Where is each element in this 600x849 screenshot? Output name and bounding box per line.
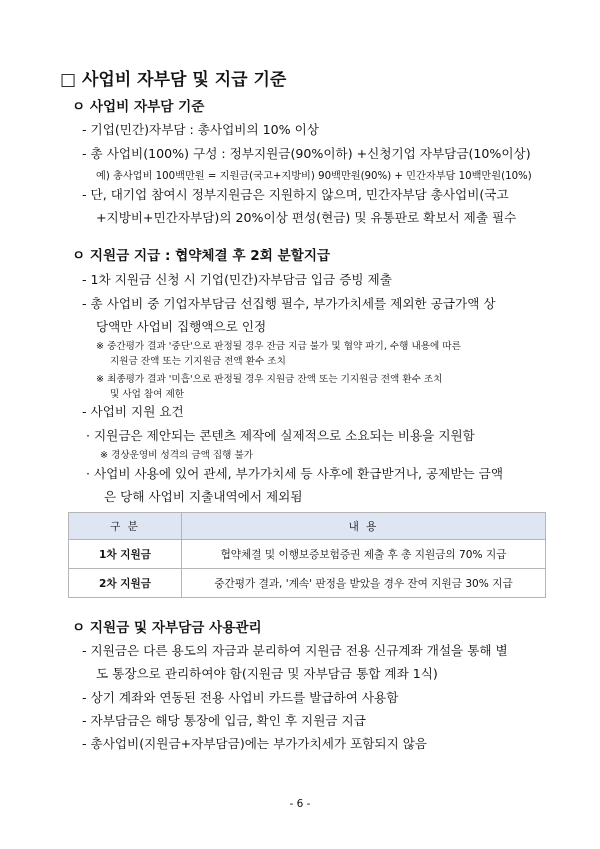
table-cell-content: 협약체결 및 이행보증보험증권 제출 후 총 지원금의 70% 지급 (182, 540, 546, 569)
text-line: - 총 사업비(100%) 구성 : 정부지원금(90%이하) +신청기업 자부담금(10%이상) (82, 146, 531, 161)
text-line: - 자부담금은 해당 통장에 입금, 확인 후 지원금 지급 (82, 713, 366, 728)
page-title: □ 사업비 자부담 및 지급 기준 (60, 70, 287, 90)
table-row (69, 569, 546, 598)
text-line: 도 통장으로 관리하여야 함(지원금 및 자부담금 통합 계좌 1식) (96, 666, 438, 681)
table-cell-label: 1차 지원금 (69, 540, 182, 569)
bullet-line: · 지원금은 제안되는 콘텐츠 제작에 실제적으로 소요되는 비용을 지원함 (86, 428, 475, 443)
table-row (69, 540, 546, 569)
note-line: 및 사업 참여 제한 (110, 389, 185, 400)
text-line: - 기업(민간)자부담 : 총사업비의 10% 이상 (82, 122, 319, 137)
note-line: ※ 중간평가 결과 '중단'으로 판정될 경우 잔금 지급 불가 및 협약 파기, 수행 내용에 따른 (96, 341, 461, 352)
section-heading-usage: ㅇ 지원금 및 자부담금 사용관리 (72, 620, 262, 636)
note-line: 지원금 잔액 또는 기지원금 전액 환수 조치 (110, 356, 286, 367)
text-line: - 총 사업비 중 기업자부담금 선집행 필수, 부가가치세를 제외한 공급가액 상 (82, 296, 496, 311)
page-number: - 6 - (289, 798, 311, 810)
text-line: - 총사업비(지원금+자부담금)에는 부가가치세가 포함되지 않음 (82, 736, 428, 751)
bullet-line: 은 당해 사업비 지출내역에서 제외됨 (104, 489, 303, 504)
table-cell-content: 중간평가 결과, '계속' 판정을 받았을 경우 잔여 지원금 30% 지급 (182, 569, 546, 598)
text-line: - 1차 지원금 신청 시 기업(민간)자부담금 입금 증빙 제출 (82, 272, 392, 287)
text-line: - 지원금은 다른 용도의 자금과 분리하여 지원금 전용 신규계좌 개설을 통해 별 (82, 643, 508, 658)
section-heading-payment: ㅇ 지원금 지급 : 협약체결 후 2회 분할지급 (72, 248, 331, 264)
bullet-line: · 사업비 사용에 있어 관세, 부가가치세 등 사후에 환급받거나, 공제받는 금액 (86, 466, 504, 481)
table-cell-label: 2차 지원금 (69, 569, 182, 598)
text-line: 당액만 사업비 집행액으로 인정 (96, 319, 267, 334)
example-line: 예) 총사업비 100백만원 = 지원금(국고+지방비) 90백만원(90%) + 민간자부담 10백만원(10%) (96, 171, 532, 182)
payment-schedule-table (68, 512, 546, 598)
text-line: - 사업비 지원 요건 (82, 404, 184, 419)
text-line: +지방비+민간자부담)의 20%이상 편성(현금) 및 유통판로 확보서 제출 필수 (96, 210, 517, 225)
text-line: - 단, 대기업 참여시 정부지원금은 지원하지 않으며, 민간자부담 총사업비(국고 (82, 187, 509, 202)
note-line: ※ 경상운영비 성격의 금액 집행 불가 (100, 450, 254, 461)
table-header: 구 분 (69, 513, 182, 540)
note-line: ※ 최종평가 결과 '미흡'으로 판정될 경우 지원금 잔액 또는 기지원금 전액 환수 조치 (96, 374, 443, 385)
table-header: 내 용 (182, 513, 546, 540)
section-heading-self-funding: ㅇ 사업비 자부담 기준 (72, 99, 205, 115)
table-header-row (69, 513, 546, 540)
text-line: - 상기 계좌와 연동된 전용 사업비 카드를 발급하여 사용함 (82, 690, 399, 705)
